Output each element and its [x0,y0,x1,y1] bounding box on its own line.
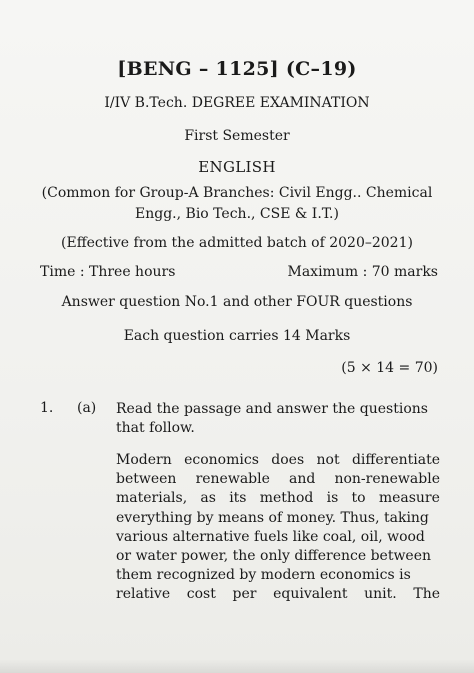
passage-line [116,585,440,604]
effective-batch: (Effective from the admitted batch of 2020–2021) [61,235,413,251]
passage-word: and [289,471,316,488]
passage-line [116,489,440,508]
subject-title: ENGLISH [198,158,276,176]
passage-word: equivalent [273,586,348,603]
passage-word: Modern [116,452,172,468]
passage-word: as [200,490,216,507]
passage-word: does [271,452,305,468]
time-label: Time : Three hours [40,264,176,280]
semester: First Semester [184,128,290,144]
exam-title: I/IV B.Tech. DEGREE EXAMINATION [104,95,370,111]
passage-word: between [116,471,177,488]
common-branches-line1: (Common for Group-A Branches: Civil Engg.. Chemical [41,185,433,201]
page-bottom-shadow [0,659,474,673]
passage-line [116,528,440,547]
answer-instruction: Answer question No.1 and other FOUR questions [61,294,413,310]
question-instruction-line1: Read the passage and answer the questions [116,401,428,417]
passage-text: or water power, the only difference between [116,548,432,565]
passage-word: The [413,586,440,603]
passage-word: renewable [195,471,270,488]
passage-word: method [259,490,314,507]
common-branches-line2: Engg., Bio Tech., CSE & I.T.) [135,206,339,222]
passage-line [116,566,440,585]
passage-word: relative [116,586,171,603]
marks-instruction: Each question carries 14 Marks [123,328,351,344]
passage-word: not [316,452,340,468]
passage-word: economics [184,452,259,468]
passage-text: them recognized by modern economics is [116,567,411,584]
passage-word: non-renewable [334,471,440,488]
passage-text: various alternative fuels like coal, oil, wood [116,528,425,545]
passage-line [116,547,440,566]
question-number: 1. [40,400,54,416]
passage-word: measure [378,490,440,507]
maximum-marks-label: Maximum : 70 marks [287,264,438,280]
passage-word: unit. [364,586,397,603]
passage-line [116,509,440,528]
paper-code: [BENG – 1125] (C–19) [117,58,357,80]
passage-line [116,451,440,470]
question-part: (a) [77,400,97,416]
passage-word: to [351,490,366,507]
question-instruction [116,400,440,438]
passage-word: per [232,586,257,603]
time-marks-row [40,264,438,280]
passage-word: is [326,490,339,507]
marks-formula: (5 × 14 = 70) [341,360,438,376]
reading-passage [116,451,440,605]
passage-word: differentiate [351,452,440,468]
passage-word: cost [186,586,216,603]
passage-text: everything by means of money. Thus, taking [116,509,429,526]
passage-word: its [229,490,247,507]
question-instruction-line2: that follow. [116,420,195,436]
passage-line [116,470,440,489]
passage-word: materials, [116,490,188,507]
